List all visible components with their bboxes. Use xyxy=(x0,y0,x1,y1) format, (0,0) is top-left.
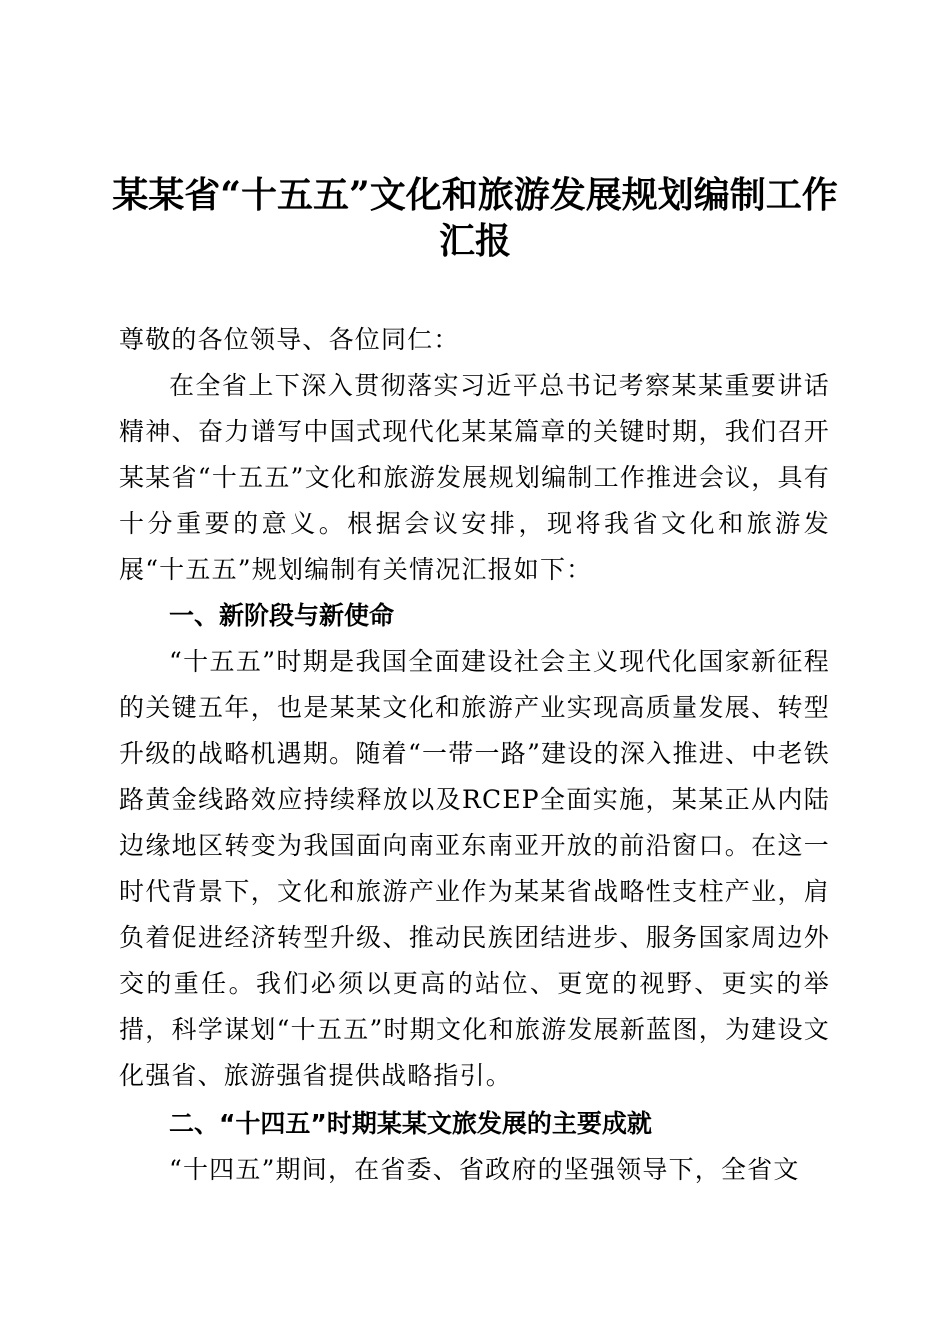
section-1-paragraph: “十五五”时期是我国全面建设社会主义现代化国家新征程的关键五年，也是某某文化和旅游产业实现高质量发展、转型升级的战略机遇期。随着“一带一路”建设的深入推进、中老铁路黄金线路效应持续释放以及RCEP全面实施，某某正从内陆边缘地区转变为我国面向南亚东南亚开放的前沿窗口。在这一时代背景下，文化和旅游产业作为某某省战略性支柱产业，肩负着促进经济转型升级、推动民族团结进步、服务国家周边外交的重任。我们必须以更高的站位、更宽的视野、更实的举措，科学谋划“十五五”时期文化和旅游发展新蓝图，为建设文化强省、旅游强省提供战略指引。 xyxy=(119,647,830,1090)
salutation: 尊敬的各位领导、各位同仁： xyxy=(119,325,460,354)
document-title: 某某省“十五五”文化和旅游发展规划编制工作汇报 xyxy=(112,174,838,262)
section-2-paragraph: “十四五”期间，在省委、省政府的坚强领导下，全省文 xyxy=(169,1155,800,1184)
section-1-heading: 一、新阶段与新使命 xyxy=(169,601,395,630)
document-body xyxy=(119,317,830,1193)
section-2-heading: 二、“十四五”时期某某文旅发展的主要成就 xyxy=(169,1109,652,1138)
intro-paragraph: 在全省上下深入贯彻落实习近平总书记考察某某重要讲话精神、奋力谱写中国式现代化某某篇章的关键时期，我们召开某某省“十五五”文化和旅游发展规划编制工作推进会议，具有十分重要的意义。根据会议安排，现将我省文化和旅游发展“十五五”规划编制有关情况汇报如下： xyxy=(119,371,830,584)
